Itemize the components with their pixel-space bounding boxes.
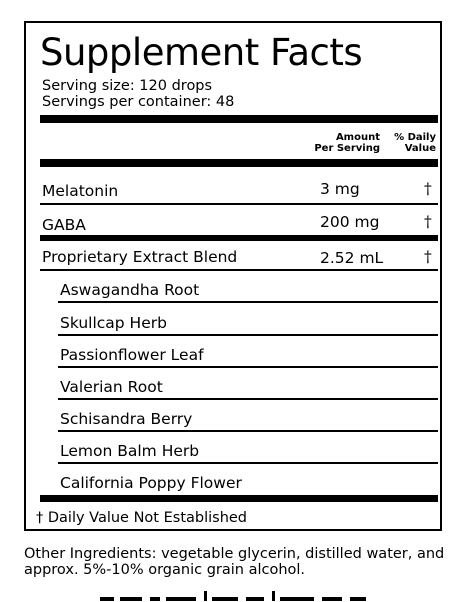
blend-ingredient: Skullcap Herb xyxy=(60,314,167,332)
header-amount-line1: Amount xyxy=(335,132,380,143)
header-amount-per-serving xyxy=(290,132,380,154)
row-divider xyxy=(58,366,438,368)
header-amount-line2: Per Serving xyxy=(314,143,380,154)
blend-ingredient: Schisandra Berry xyxy=(60,410,193,428)
header-dv-line1: % Daily xyxy=(394,132,436,143)
header-daily-value xyxy=(384,132,436,154)
cropped-text-line xyxy=(100,590,370,602)
panel-title: Supplement Facts xyxy=(40,31,363,74)
row-divider xyxy=(40,203,438,205)
nutrient-name: Proprietary Extract Blend xyxy=(42,248,238,266)
nutrient-name: GABA xyxy=(42,216,86,234)
servings-per-container: Servings per container: 48 xyxy=(42,94,235,110)
other-ingredients: Other Ingredients: vegetable glycerin, distilled water, and approx. 5%-10% organic grain alcohol. xyxy=(24,546,445,578)
row-divider xyxy=(58,398,438,400)
cropped-text-glyphs xyxy=(100,591,370,602)
blend-ingredient: Valerian Root xyxy=(60,378,163,396)
row-divider xyxy=(58,430,438,432)
row-divider xyxy=(58,334,438,336)
supplement-facts-panel xyxy=(24,21,442,531)
daily-value-footnote: † Daily Value Not Established xyxy=(36,510,248,526)
header-dv-line2: Value xyxy=(404,143,436,154)
thick-divider-header xyxy=(40,159,438,167)
thick-divider-blend xyxy=(40,235,438,241)
blend-ingredient: Lemon Balm Herb xyxy=(60,442,200,460)
serving-size: Serving size: 120 drops xyxy=(42,78,213,94)
blend-ingredient: Passionflower Leaf xyxy=(60,346,204,364)
row-divider xyxy=(58,462,438,464)
nutrient-name: Melatonin xyxy=(42,182,119,200)
row-divider xyxy=(58,301,438,303)
blend-ingredient: California Poppy Flower xyxy=(60,474,242,492)
nutrient-daily-value: † xyxy=(424,213,432,231)
thick-divider-top xyxy=(40,115,438,123)
nutrient-daily-value: † xyxy=(424,248,432,266)
thick-divider-bottom xyxy=(40,495,438,502)
nutrient-amount: 200 mg xyxy=(320,213,380,231)
row-divider xyxy=(40,269,438,271)
nutrient-amount: 2.52 mL xyxy=(320,249,384,267)
nutrient-daily-value: † xyxy=(424,180,432,198)
nutrient-amount: 3 mg xyxy=(320,180,360,198)
blend-ingredient: Aswagandha Root xyxy=(60,281,200,299)
